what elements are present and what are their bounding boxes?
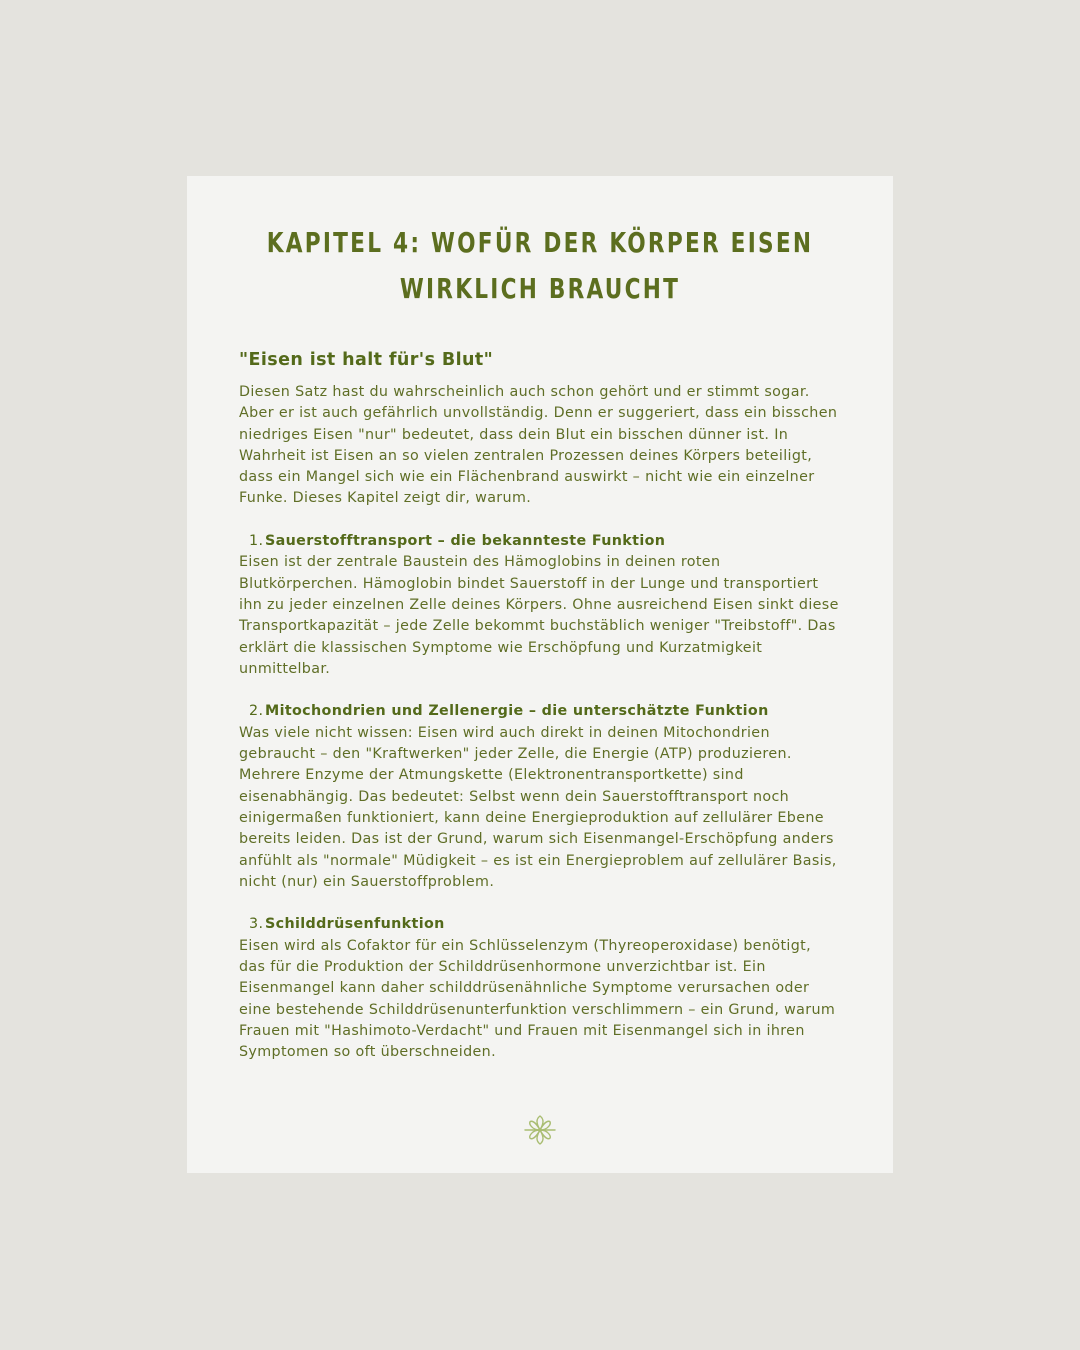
list-item-thyroid — [239, 914, 839, 1063]
chapter-title-line-2: WIRKLICH BRAUCHT — [399, 272, 681, 305]
list-item-mitochondria — [239, 701, 839, 893]
list-item-body: Was viele nicht wissen: Eisen wird auch direkt in deinen Mitochondrien gebraucht – den "Kraftwerken" jeder Zelle, die Energie (ATP) produzieren. Mehrere Enzyme der Atmungskette (Elektronentransportkette) sind eisenabhängig. Das bedeutet: Selbst wenn dein Sauerstofftransport noch einigermaßen funktioniert, kann deine Energieproduktion auf zellulärer Ebene bereits leiden. Das ist der Grund, warum sich Eisenmangel-Erschöpfung anders anfühlt als "normale" Müdigkeit – es ist ein Energieproblem auf zellulärer Basis, nicht (nur) ein Sauerstoffproblem. — [239, 724, 837, 890]
list-item-number: 2. — [249, 703, 264, 720]
section-subtitle: "Eisen ist halt für's Blut" — [239, 350, 494, 370]
list-item-heading — [239, 914, 839, 935]
chapter-title — [236, 220, 843, 312]
document-page — [187, 176, 893, 1173]
list-item-heading — [239, 531, 839, 552]
list-item-body: Eisen ist der zentrale Baustein des Hämoglobins in deinen roten Blutkörperchen. Hämoglobin bindet Sauerstoff in der Lunge und transportiert ihn zu jeder einzelnen Zelle deines Körpers. Ohne ausreichend Eisen sinkt diese Transportkapazität – jede Zelle bekommt buchstäblich weniger "Treibstoff". Das erklärt die klassischen Symptome wie Erschöpfung und Kurzatmigkeit unmittelbar. — [239, 554, 839, 677]
list-item-number: 1. — [249, 533, 264, 550]
list-item-heading — [239, 701, 839, 722]
list-item-oxygen-transport — [239, 531, 839, 680]
chapter-body — [239, 348, 839, 1085]
intro-paragraph: Diesen Satz hast du wahrscheinlich auch schon gehört und er stimmt sogar. Aber er ist auch gefährlich unvollständig. Denn er suggeriert, dass ein bisschen niedriges Eisen "nur" bedeutet, dass dein Blut ein bisschen dünner ist. In Wahrheit ist Eisen an so vielen zentralen Prozessen deines Körpers beteiligt, dass ein Mangel sich wie ein Flächenbrand auswirkt – nicht wie ein einzelner Funke. Dieses Kapitel zeigt dir, warum. — [239, 384, 838, 507]
list-item-heading-text: Mitochondrien und Zellenergie – die unterschätzte Funktion — [265, 703, 769, 720]
list-item-heading-text: Sauerstofftransport – die bekannteste Funktion — [265, 533, 666, 550]
list-item-number: 3. — [249, 916, 264, 933]
list-item-body: Eisen wird als Cofaktor für ein Schlüsselenzym (Thyreoperoxidase) benötigt, das für die Produktion der Schilddrüsenhormone unverzichtbar ist. Ein Eisenmangel kann daher schilddrüsenähnliche Symptome verursachen oder eine bestehende Schilddrüsenunterfunktion verschlimmern – ein Grund, warum Frauen mit "Hashimoto-Verdacht" und Frauen mit Eisenmangel sich in ihren Symptomen so oft überschneiden. — [239, 937, 836, 1061]
floral-knot-icon — [523, 1113, 557, 1147]
chapter-title-line-1: KAPITEL 4: WOFÜR DER KÖRPER EISEN — [266, 226, 814, 259]
list-item-heading-text: Schilddrüsenfunktion — [265, 916, 445, 933]
